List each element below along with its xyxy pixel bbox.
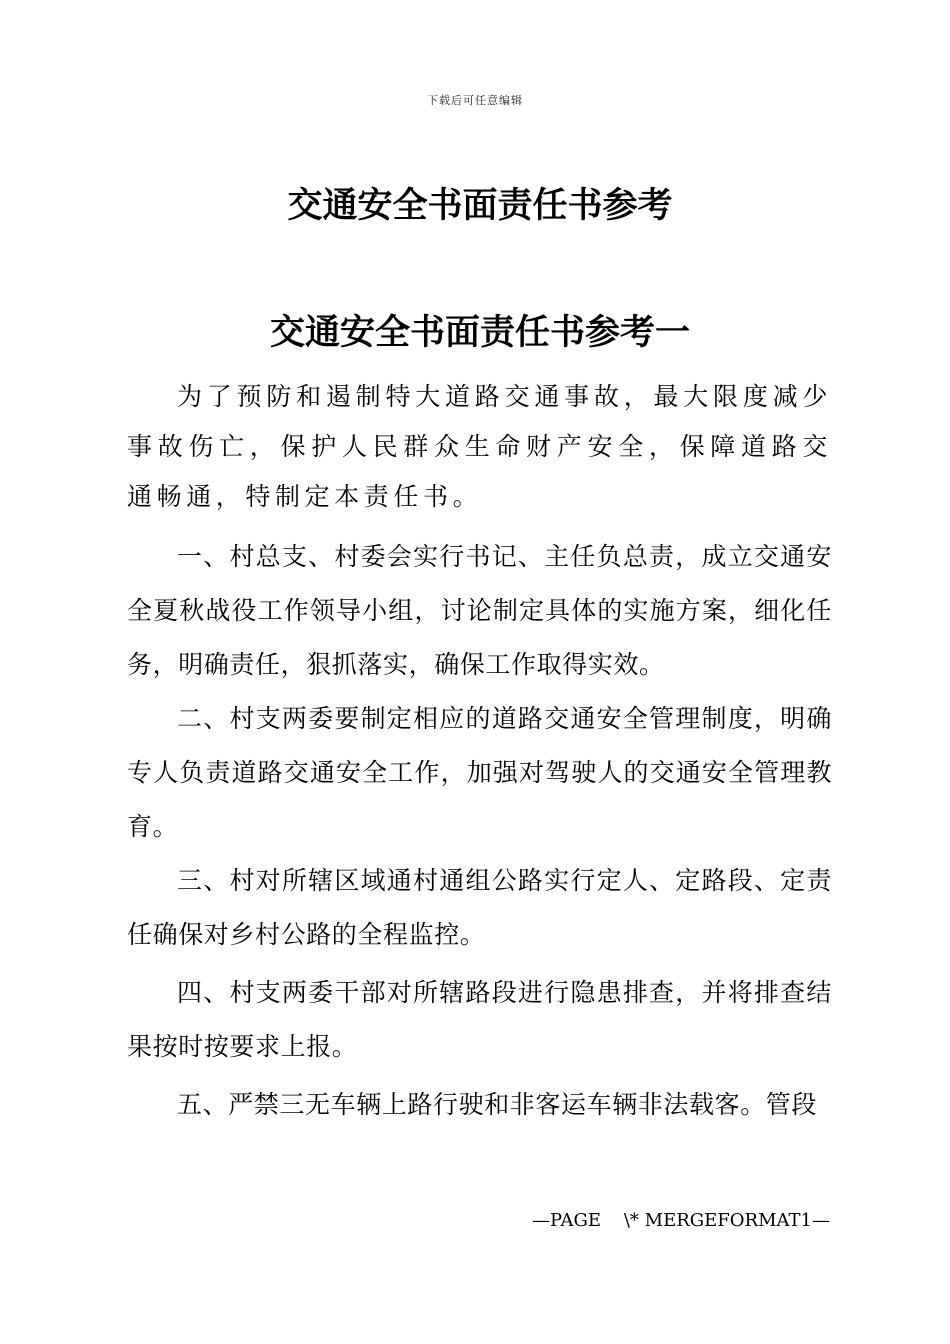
page-footer: —PAGE \* MERGEFORMAT1— — [532, 1210, 830, 1231]
document-title: 交通安全书面责任书参考 — [287, 185, 673, 226]
intro-paragraph: 为了预防和遏制特大道路交通事故，最大限度减少事故伤亡，保护人民群众生命财产安全，保障道路交通畅通，特制定本责任书。 — [127, 382, 832, 511]
clause-paragraph: 五、严禁三无车辆上路行驶和非客运车辆非法载客。管段 — [177, 1090, 818, 1119]
clause-paragraph: 三、村对所辖区域通村通组公路实行定人、定路段、定责任确保对乡村公路的全程监控。 — [127, 866, 832, 949]
clause-paragraph: 二、村支两委要制定相应的道路交通安全管理制度，明确专人负责道路交通安全工作，加强对驾驶人的交通安全管理教育。 — [127, 704, 832, 841]
section-title: 交通安全书面责任书参考一 — [269, 312, 690, 353]
clause-paragraph: 一、村总支、村委会实行书记、主任负总责，成立交通安全夏秋战役工作领导小组，讨论制定具体的实施方案，细化任务，明确责任，狠抓落实，确保工作取得实效。 — [127, 542, 832, 679]
header-note: 下载后可任意编辑 — [427, 94, 523, 107]
clause-paragraph: 四、村支两委干部对所辖路段进行隐患排查，并将排查结果按时按要求上报。 — [127, 978, 832, 1061]
